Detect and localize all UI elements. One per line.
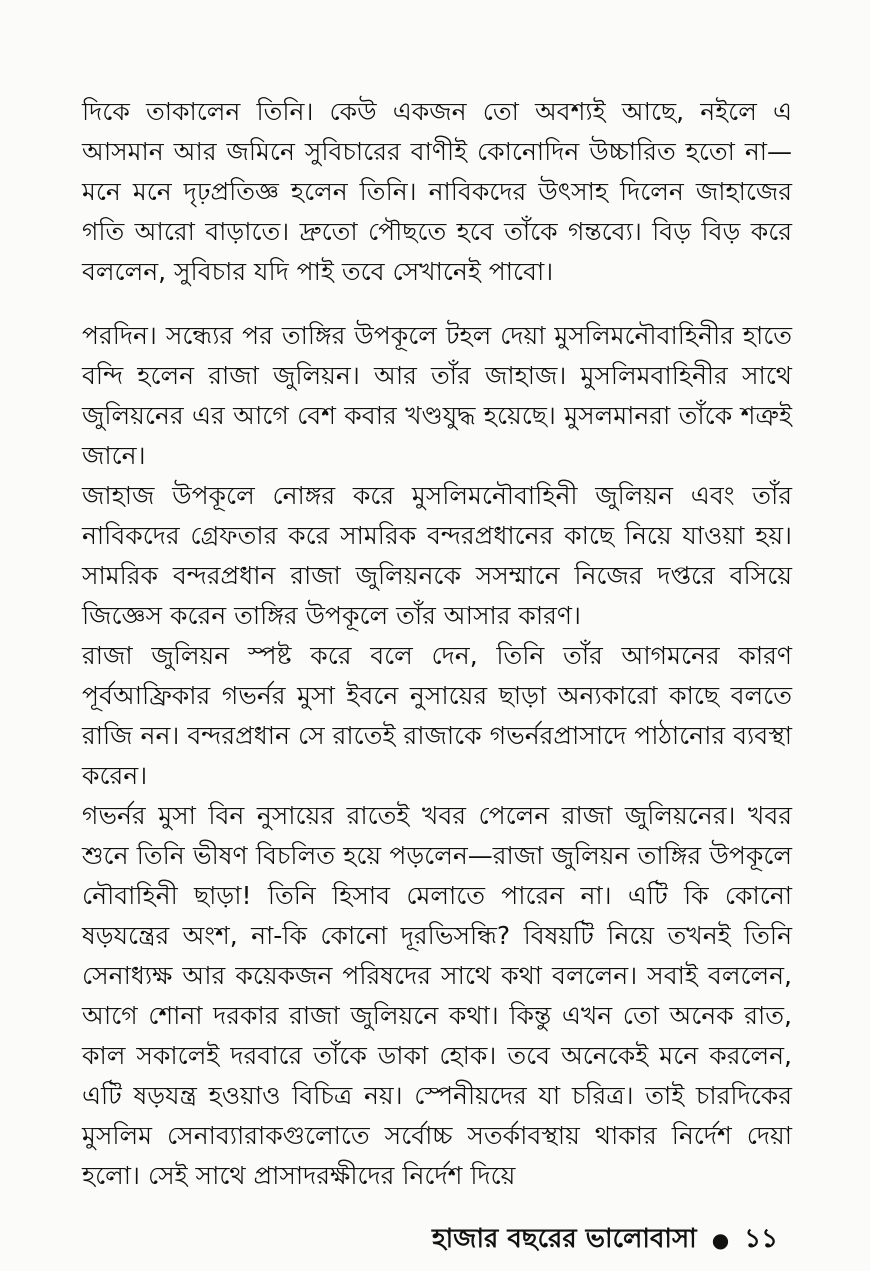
page-number: ১১ [744,1224,778,1254]
book-title: হাজার বছরের ভালোবাসা [431,1224,697,1254]
paragraph-2: পরদিন। সন্ধ্যের পর তাঙ্গির উপকূলে টহল দেয়া মুসলিমনৌবাহিনীর হাতে বন্দি হলেন রাজা জুলিয়ন। আর তাঁর জাহাজ। মুসলিমবাহিনীর সাথে জুলিয়নের এর আগে বেশ কবার খণ্ডযুদ্ধ হয়েছে। মুসলমানরা তাঁকে শত্রুই জানে। [82,321,792,470]
body-text [82,92,792,1196]
bullet-separator: ● [711,1228,730,1252]
page-footer [432,1218,778,1262]
paragraph-1: দিকে তাকালেন তিনি। কেউ একজন তো অবশ্যই আছে, নইলে এ আসমান আর জমিনে সুবিচারের বাণীই কোনোদিন উচ্চারিত হতো না—মনে মনে দৃঢ়প্রতিজ্ঞ হলেন তিনি। নাবিকদের উৎসাহ দিলেন জাহাজের গতি আরো বাড়াতে। দ্রুতো পৌছতে হবে তাঁকে গন্তব্যে। বিড় বিড় করে বললেন, সুবিচার যদি পাই তবে সেখানেই পাবো। [82,97,792,286]
paragraph-4: রাজা জুলিয়ন স্পষ্ট করে বলে দেন, তিনি তাঁর আগমনের কারণ পূর্বআফ্রিকার গভর্নর মুসা ইবনে নুসায়ের ছাড়া অন্যকারো কাছে বলতে রাজি নন। বন্দরপ্রধান সে রাতেই রাজাকে গভর্নরপ্রাসাদে পাঠানোর ব্যবস্থা করেন। [82,641,792,790]
paragraph-3: জাহাজ উপকূলে নোঙ্গর করে মুসলিমনৌবাহিনী জুলিয়ন এবং তাঁর নাবিকদের গ্রেফতার করে সামরিক বন্দরপ্রধানের কাছে নিয়ে যাওয়া হয়। সামরিক বন্দরপ্রধান রাজা জুলিয়নকে সসম্মানে নিজের দপ্তরে বসিয়ে জিজ্ঞেস করেন তাঙ্গির উপকূলে তাঁর আসার কারণ। [82,481,792,630]
paragraph-5: গভর্নর মুসা বিন নুসায়ের রাতেই খবর পেলেন রাজা জুলিয়নের। খবর শুনে তিনি ভীষণ বিচলিত হয়ে পড়লেন—রাজা জুলিয়ন তাঙ্গির উপকূলে নৌবাহিনী ছাড়া! তিনি হিসাব মেলাতে পারেন না। এটি কি কোনো ষড়যন্ত্রের অংশ, না-কি কোনো দূরভিসন্ধি? বিষয়টি নিয়ে তখনই তিনি সেনাধ্যক্ষ আর কয়েকজন পরিষদের সাথে কথা বললেন। সবাই বললেন, আগে শোনা দরকার রাজা জুলিয়নে কথা। কিন্তু এখন তো অনেক রাত, কাল সকালেই দরবারে তাঁকে ডাকা হোক। তবে অনেকেই মনে করলেন, এটি ষড়যন্ত্র হওয়াও বিচিত্র নয়। স্পেনীয়দের যা চরিত্র। তাই চারদিকের মুসলিম সেনাব্যারাকগুলোতে সর্বোচ্চ সতর্কাবস্থায় থাকার নির্দেশ দেয়া হলো। সেই সাথে প্রাসাদরক্ষীদের নির্দেশ দিয়ে [82,801,792,1190]
